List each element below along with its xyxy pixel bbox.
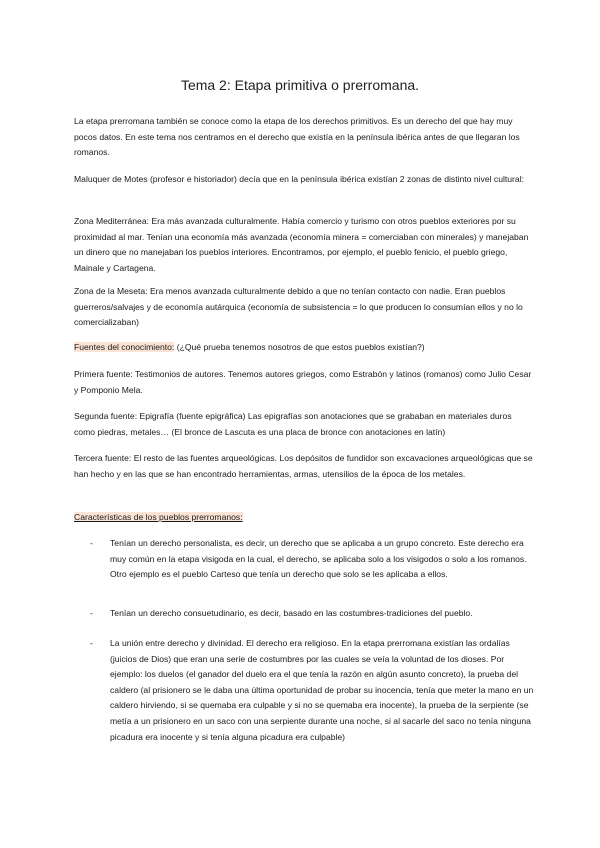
- caracteristicas-paragraph: [74, 510, 534, 526]
- caracteristicas-heading: Características de los pueblos prerromanos:: [74, 512, 243, 522]
- list-item: [90, 536, 534, 583]
- fuentes-paragraph: [74, 340, 534, 356]
- primera-fuente-text: Primera fuente: Testimonios de autores. Tenemos autores griegos, como Estrabón y latinos (romanos) como Julio Cesar y Pomponio Mela.: [74, 369, 532, 395]
- bullet-marker: -: [90, 538, 93, 548]
- fuentes-heading: Fuentes del conocimiento:: [74, 342, 175, 352]
- list-item: [90, 636, 534, 745]
- bullet-marker: -: [90, 608, 93, 618]
- fuentes-question: (¿Qué prueba tenemos nosotros de que estos pueblos existían?): [174, 342, 425, 352]
- page-title: Tema 2: Etapa primitiva o prerromana.: [180, 77, 420, 93]
- primera-fuente-paragraph: [74, 367, 534, 398]
- list-item-text: Tenían un derecho personalista, es decir, un derecho que se aplicaba a un grupo concreto. Este derecho era muy común en la etapa visigoda en la cual, el derecho, se aplicaba solo a los visigodos o solo a los romanos. Otro ejemplo es el pueblo Carteso que tenía un derecho que solo se les aplicaba a ellos.: [110, 538, 527, 580]
- zona-meseta-text: Zona de la Meseta: Era menos avanzada culturalmente debido a que no tenían contacto con nadie. Eran pueblos guerreros/salvajes y de economía autárquica (economía de subsistencia = lo que producen lo consumían ellos y no lo comercializaban): [74, 286, 523, 328]
- maluquer-paragraph: [74, 172, 534, 188]
- bullet-marker: -: [90, 638, 93, 648]
- tercera-fuente-paragraph: [74, 451, 534, 482]
- tercera-fuente-text: Tercera fuente: El resto de las fuentes arqueológicas. Los depósitos de fundidor son excavaciones arqueológicas que se han hecho y en las que se han encontrado herramientas, armas, utensilios de la época de los metales.: [74, 453, 533, 479]
- list-item-text: La unión entre derecho y divinidad. El derecho era religioso. En la etapa prerromana existían las ordalías (juicios de Dios) que eran una serie de costumbres por las cuales se veía la voluntad de los dioses. Por ejemplo: los duelos (el ganador del duelo era el que tenía la razón en algún asunto concreto), la prueba del caldero (al prisionero se le daba una última oportunidad de probar su inocencia, tenía que meter la mano en un caldero hirviendo, si se quemaba era culpable y si no se quemaba era inocente), la prueba de la serpiente (se metía a un prisionero en un saco con una serpiente durante una noche, si al sacarle del saco no tenía ninguna picadura era inocente y si tenía alguna picadura era culpable): [110, 638, 534, 742]
- zona-mediterranea-paragraph: [74, 214, 534, 276]
- segunda-fuente-text: Segunda fuente: Epigrafía (fuente epigráfica) Las epigrafías son anotaciones que se grababan en materiales duros como piedras, metales… (El bronce de Lascuta es una placa de bronce con anotaciones en latín): [74, 411, 512, 437]
- zona-meseta-paragraph: [74, 284, 534, 331]
- intro-paragraph: [74, 114, 534, 161]
- list-item: [90, 606, 534, 622]
- segunda-fuente-paragraph: [74, 409, 534, 440]
- list-item-text: Tenían un derecho consuetudinario, es decir, basado en las costumbres-tradiciones del pueblo.: [110, 608, 473, 618]
- maluquer-text: Maluquer de Motes (profesor e historiador) decía que en la península ibérica existían 2 zonas de distinto nivel cultural:: [74, 174, 524, 184]
- intro-text: La etapa prerromana también se conoce como la etapa de los derechos primitivos. Es un derecho del que hay muy pocos datos. En este tema nos centramos en el derecho que existía en la península ibérica antes de que llegaran los romanos.: [74, 116, 520, 158]
- zona-mediterranea-text: Zona Mediterránea: Era más avanzada culturalmente. Había comercio y turismo con otros pueblos exteriores por su proximidad al mar. Tenían una economía más avanzada (economía minera = comerciaban con minerales) y manejaban un dinero que no manejaban los pueblos interiores. Encontramos, por ejemplo, el pueblo fenicio, el pueblo griego, Mainale y Cartagena.: [74, 216, 529, 273]
